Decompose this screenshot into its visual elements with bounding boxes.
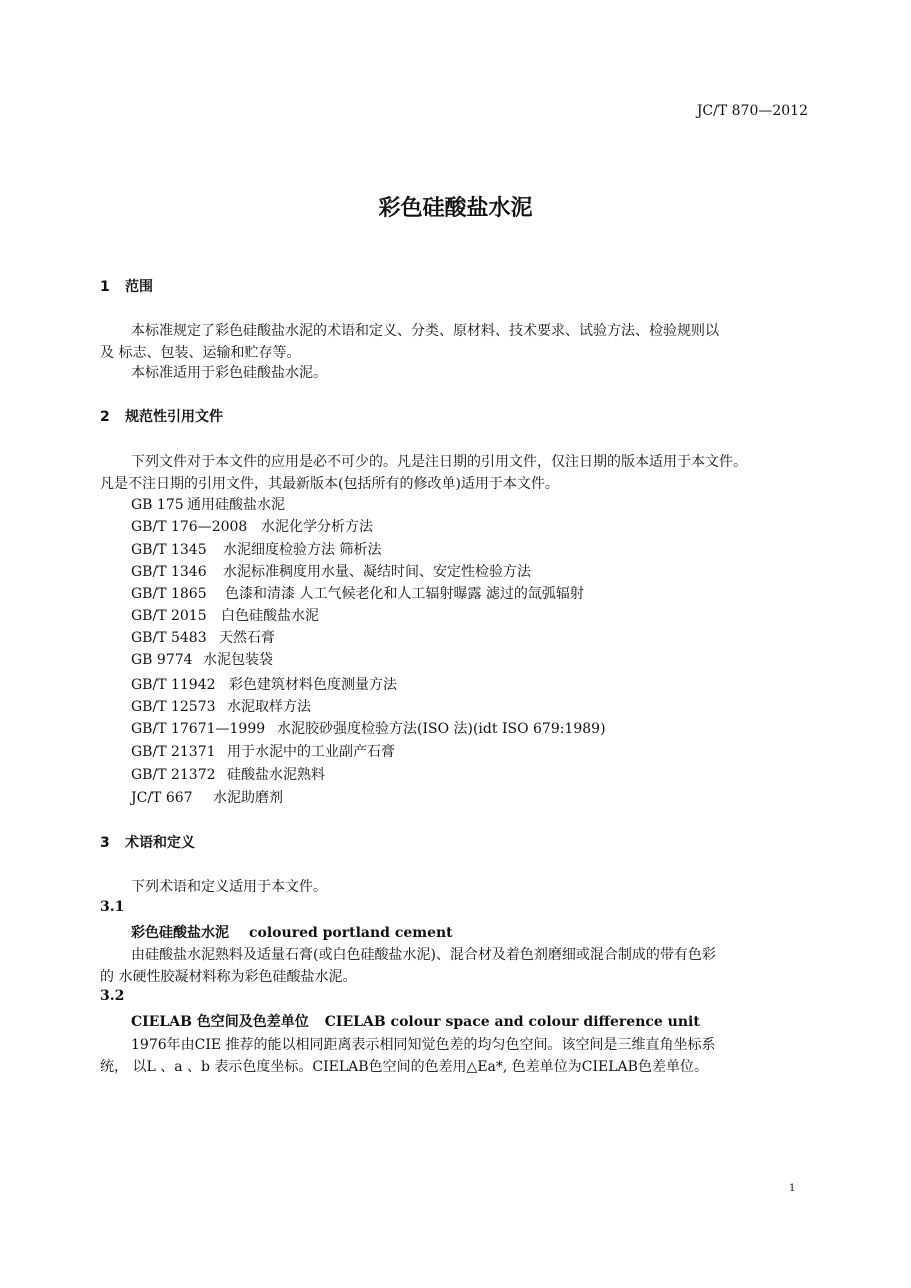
reference-item (131, 627, 275, 647)
reference-title: 用于水泥中的工业副产石膏 (227, 744, 395, 760)
reference-item (131, 605, 319, 625)
reference-title: 水泥细度检验方法 筛析法 (223, 542, 382, 558)
reference-code: GB/T 2015 (131, 608, 207, 624)
term-definition-line: 统， 以L 、a 、b 表示色度坐标。CIELAB色空间的色差用△Ea*, 色差单位为CIELAB色差单位。 (100, 1059, 708, 1075)
term-name-cn: 彩色硅酸盐水泥 (131, 925, 229, 941)
section-title: 术语和定义 (125, 835, 195, 851)
reference-code: GB/T 1346 (131, 564, 207, 580)
reference-title: 天然石膏 (219, 630, 275, 646)
paragraph-line: 本标准规定了彩色硅酸盐水泥的术语和定义、分类、原材料、技术要求、试验方法、检验规则以 (131, 323, 719, 339)
reference-code: GB/T 1865 (131, 586, 207, 602)
paragraph-line: 本标准适用于彩色硅酸盐水泥。 (131, 365, 327, 381)
reference-code: GB/T 21371 (131, 744, 216, 760)
reference-title: 硅酸盐水泥熟料 (227, 767, 325, 783)
section-title: 规范性引用文件 (125, 409, 223, 425)
reference-title: 水泥取样方法 (227, 699, 311, 715)
paragraph-line: 下列术语和定义适用于本文件。 (131, 879, 327, 895)
reference-item (131, 494, 285, 514)
section-2-heading (100, 406, 223, 426)
reference-title: 水泥胶砂强度检验方法(ISO 法)(idt ISO 679:1989) (277, 721, 606, 737)
reference-title: 水泥助磨剂 (213, 790, 283, 806)
term-definition-line: 1976年由CIE 推荐的能以相同距离表示相同知觉色差的均匀色空间。该空间是三维直角坐标系 (131, 1037, 716, 1053)
section-number: 2 (100, 409, 110, 425)
reference-title: 水泥化学分析方法 (261, 519, 373, 535)
reference-item (131, 649, 273, 669)
reference-title: 通用硅酸盐水泥 (187, 497, 285, 513)
reference-item (131, 741, 395, 761)
reference-code: GB 175 (131, 497, 184, 513)
term-number: 3.1 (100, 899, 125, 915)
paragraph-line: 及 标志、包装、运输和贮存等。 (100, 345, 301, 361)
paragraph-line: 凡是不注日期的引用文件，其最新版本(包括所有的修改单)适用于本文件。 (100, 476, 559, 492)
page-number: 1 (789, 1183, 796, 1194)
reference-item (131, 539, 381, 559)
section-3-heading (100, 832, 195, 852)
reference-code: GB 9774 (131, 652, 193, 668)
term-definition-line: 由硅酸盐水泥熟料及适量石膏(或白色硅酸盐水泥)、混合材及着色剂磨细或混合制成的带有色彩 (131, 947, 716, 963)
reference-title: 白色硅酸盐水泥 (221, 608, 319, 624)
term-heading (131, 1011, 700, 1031)
reference-title: 水泥包装袋 (203, 652, 273, 668)
section-1-heading (100, 276, 153, 296)
reference-item (131, 516, 373, 536)
paragraph-line: 下列文件对于本文件的应用是必不可少的。凡是注日期的引用文件，仅注日期的版本适用于本文件。 (131, 454, 747, 470)
reference-item (131, 787, 283, 807)
reference-item (131, 718, 606, 738)
reference-item (131, 764, 325, 784)
term-name-en: CIELAB colour space and colour difference unit (324, 1014, 700, 1030)
reference-code: GB/T 5483 (131, 630, 207, 646)
reference-title: 水泥标准稠度用水量、凝结时间、安定性检验方法 (223, 564, 531, 580)
reference-code: GB/T 11942 (131, 677, 216, 693)
reference-code: JC/T 667 (131, 790, 193, 806)
document-title: 彩色硅酸盐水泥 (378, 196, 533, 221)
reference-item (131, 696, 311, 716)
term-definition-line: 的 水硬性胶凝材料称为彩色硅酸盐水泥。 (100, 969, 357, 985)
term-name-en: coloured portland cement (249, 925, 453, 941)
reference-item (131, 583, 584, 603)
term-name-cn: CIELAB 色空间及色差单位 (131, 1014, 309, 1030)
section-number: 1 (100, 279, 110, 295)
reference-code: GB/T 176—2008 (131, 519, 248, 535)
reference-title: 彩色建筑材料色度测量方法 (229, 677, 397, 693)
reference-code: GB/T 21372 (131, 767, 216, 783)
reference-item (131, 561, 531, 581)
term-heading (131, 922, 453, 942)
reference-item (131, 674, 397, 694)
section-number: 3 (100, 835, 110, 851)
standard-code: JC/T 870—2012 (696, 103, 808, 119)
reference-code: GB/T 17671—1999 (131, 721, 266, 737)
reference-code: GB/T 1345 (131, 542, 207, 558)
term-number: 3.2 (100, 988, 125, 1004)
section-title: 范围 (125, 279, 153, 295)
reference-code: GB/T 12573 (131, 699, 216, 715)
reference-title: 色漆和清漆 人工气候老化和人工辐射曝露 滤过的氙弧辐射 (225, 586, 584, 602)
